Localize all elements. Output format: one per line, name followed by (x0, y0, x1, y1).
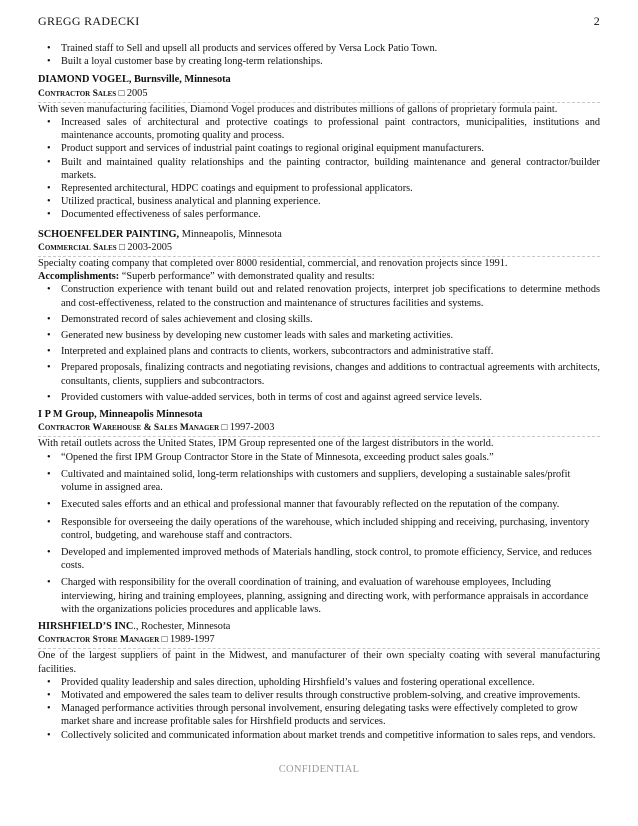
bullet-dot-icon: • (47, 546, 51, 558)
job-dates: 1997-2003 (227, 422, 275, 434)
company-heading-ipm-group: I P M Group, Minneapolis Minnesota (38, 409, 203, 421)
job-title-text: Commercial Sales (38, 242, 117, 253)
company-description: With seven manufacturing facilities, Diamond Vogel produces and distributes millions of gallons of proprietary formula paint. (38, 103, 558, 115)
header-name: GREGG RADECKI (38, 14, 140, 28)
company-location: ., Rochester, Minnesota (133, 620, 231, 632)
list-item-text: Charged with responsibility for the overall coordination of training, and evaluation of warehouse employees, Including interviewing, hiring and training employees, planning, assigning and directing work, with performance appraisals in accordance with the organizations policies procedures and applicable laws. (61, 577, 589, 615)
job-title-diamond-vogel (38, 87, 600, 103)
list-item: • Trained staff to Sell and upsell all products and services offered by Versa Lock Patio Town. (38, 42, 600, 55)
bullet-dot-icon: • (47, 451, 51, 463)
company-heading-hirshfields (38, 620, 600, 633)
accomplishments-line (38, 270, 600, 283)
job-title-ipm-group (38, 421, 600, 437)
company-location: Minneapolis, Minnesota (179, 228, 282, 240)
list-item-text: Prepared proposals, finalizing contracts and negotiating revisions, changes and additions to contractual agreements with architects, consultants, clients, suppliers and subcontractors. (61, 362, 600, 387)
list-item (38, 391, 600, 404)
list-item: • Increased sales of architectural and protective coatings to professional paint contractors, municipalities, institutions and maintenance accounts, promoting quality and process. (38, 116, 600, 142)
top-bullet-list (38, 42, 600, 68)
job-title-text: Contractor Store Manager (38, 635, 160, 646)
list-item (38, 498, 600, 511)
list-item (38, 546, 600, 572)
bullet-dot-icon: • (47, 391, 51, 403)
list-item-text: Cultivated and maintained solid, long-term relationships with customers and suppliers, developing a sustainable sales/profit volume in assigned area. (61, 468, 571, 494)
missing-glyph-box-icon: □ (118, 88, 125, 99)
list-item-text: Construction experience with tenant build out and related renovation projects, interpret job specifications to determine methods and cost-effectiveness, related to the construction and maintenance of structures facilities and systems. (61, 284, 600, 309)
bullet-dot-icon: • (47, 516, 51, 528)
list-item (38, 468, 600, 494)
list-item-text: Demonstrated record of sales achievement and closing skills. (61, 313, 313, 325)
list-item: • Built and maintained quality relationships and the painting contractor, building maintenance and general contractor/builder markets. (38, 156, 600, 182)
list-item-text: “Opened the first IPM Group Contractor Store in the State of Minnesota, exceeding product sales goals.” (61, 451, 494, 463)
page-number: 2 (593, 14, 600, 28)
list-item (38, 576, 600, 616)
company-name: HIRSHFIELD’S INC (38, 620, 134, 632)
list-item (38, 283, 600, 309)
list-item: • Motivated and empowered the sales team to deliver results through constructive problem-solving, and creative improvements. (38, 689, 600, 702)
job-dates: 1989-1997 (167, 634, 215, 646)
list-item: • Provided quality leadership and sales direction, upholding Hirshfield’s values and fostering operational excellence. (38, 676, 600, 689)
list-item-text: Executed sales efforts and an ethical and professional manner that favourably reflected on the reputation of the company. (61, 499, 560, 511)
bullet-dot-icon: • (47, 313, 51, 325)
list-item-text: Provided customers with value-added services, both in terms of cost and against agreed service levels. (61, 391, 482, 403)
list-item: • Utilized practical, business analytical and planning experience. (38, 195, 600, 208)
company-heading-diamond-vogel: DIAMOND VOGEL, Burnsville, Minnesota (38, 74, 231, 86)
list-item (38, 313, 600, 326)
job-title-schoenfelder (38, 241, 600, 257)
bullet-dot-icon: • (47, 468, 51, 480)
job-dates: 2003-2005 (124, 241, 173, 253)
bullet-dot-icon: • (47, 346, 51, 358)
list-item: • Collectively solicited and communicated information about market trends and competitive information to sales reps, and vendors. (38, 729, 600, 742)
job-dates: 2005 (124, 87, 148, 99)
missing-glyph-box-icon: □ (161, 635, 168, 646)
list-item-text: Interpreted and explained plans and contracts to clients, workers, subcontractors and administrative staff. (61, 346, 494, 358)
company-description: Specialty coating company that completed over 8000 residential, commercial, and renovation projects since 1991. (38, 258, 508, 270)
bullet-list-diamond-vogel (38, 116, 600, 222)
list-item-text: Generated new business by developing new customer leads with sales and marketing activities. (61, 330, 454, 342)
bullet-dot-icon: • (47, 284, 51, 296)
list-item: • Product support and services of industrial paint coatings to regional original equipment manufacturers. (38, 142, 600, 155)
company-heading-schoenfelder (38, 228, 600, 241)
bullet-list-ipm-group (38, 451, 600, 616)
list-item (38, 345, 600, 358)
company-description: One of the largest suppliers of paint in the Midwest, and manufacturer of their own specialty coating with several manufacturing facilities. (38, 650, 600, 675)
list-item (38, 451, 600, 464)
missing-glyph-box-icon: □ (119, 242, 125, 253)
list-item (38, 361, 600, 387)
list-item: • Built a loyal customer base by creating long-term relationships. (38, 55, 600, 68)
list-item: • Represented architectural, HDPC coatings and equipment to professional applicators. (38, 182, 600, 195)
page-footer: CONFIDENTIAL (278, 764, 360, 775)
list-item: • Managed performance activities through personal involvement, ensuring delegating tasks were effectively completed to grow market share and increase profitable sales for Hirshfield products and services. (38, 702, 600, 728)
bullet-dot-icon: • (47, 362, 51, 374)
bullet-dot-icon: • (47, 330, 51, 342)
job-title-hirshfields (38, 633, 600, 649)
list-item-text: Responsible for overseeing the daily operations of the warehouse, which included shipping and receiving, purchasing, inventory control, budgeting, and warehouse staff and contractors. (61, 516, 590, 541)
bullet-list-hirshfields (38, 676, 600, 742)
list-item: • Documented effectiveness of sales performance. (38, 208, 600, 221)
job-title-text: Contractor Sales (38, 88, 117, 99)
bullet-list-schoenfelder (38, 283, 600, 404)
bullet-dot-icon: • (47, 577, 51, 589)
job-title-text: Contractor Warehouse & Sales Manager (38, 423, 220, 434)
page-header (38, 14, 600, 30)
company-name: SCHOENFELDER PAINTING, (38, 228, 180, 240)
missing-glyph-box-icon: □ (221, 423, 228, 434)
company-description: With retail outlets across the United States, IPM Group represented one of the largest distributors in the world. (38, 438, 494, 450)
accomplishments-text: “Superb performance” with demonstrated quality and results: (119, 271, 375, 283)
accomplishments-label: Accomplishments: (38, 271, 120, 283)
list-item (38, 516, 600, 542)
resume-content (38, 42, 600, 742)
list-item (38, 329, 600, 342)
list-item-text: Developed and implemented improved methods of Materials handling, stock control, to promote efficiency, Service, and reduces costs. (61, 546, 592, 572)
bullet-dot-icon: • (47, 499, 51, 511)
